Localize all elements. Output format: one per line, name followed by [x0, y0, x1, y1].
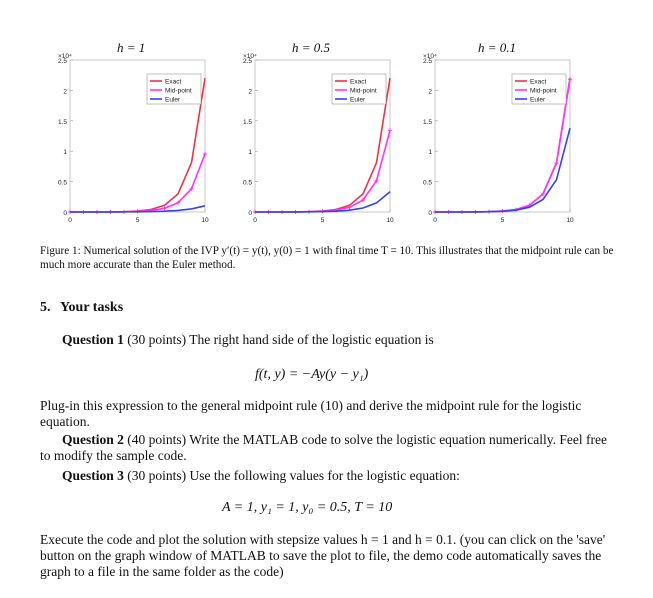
plot-h1: [0, 0, 653, 230]
x-tick-label: 10: [386, 217, 394, 224]
q1-equation: f(t, y) = −Ay(y − y₁): [255, 367, 369, 382]
legend-label: Euler: [350, 96, 366, 104]
x-tick-label: 0: [433, 217, 437, 224]
q1-points: (30 points): [127, 332, 187, 347]
q3-label: Question 3: [62, 468, 124, 483]
exponent-label: ×10⁴: [243, 53, 257, 60]
q3-intro: [62, 468, 622, 484]
caption-label: Figure 1:: [40, 245, 81, 257]
exponent-label: ×10⁴: [423, 53, 437, 60]
exponent-label: ×10⁴: [58, 53, 72, 60]
plot-title-1: h = 1: [117, 40, 146, 55]
plot-title-2: h = 0.5: [292, 40, 331, 55]
legend-label: Exact: [530, 78, 547, 86]
y-tick-label: 1: [428, 149, 432, 157]
legend-label: Euler: [530, 96, 546, 104]
y-tick-label: 0.5: [422, 179, 432, 187]
legend-label: Euler: [165, 96, 181, 104]
legend-label: Mid-point: [530, 87, 557, 95]
y-tick-label: 0.5: [57, 179, 67, 187]
y-tick-label: 2.5: [57, 58, 67, 65]
q1-intro: [62, 332, 622, 348]
x-tick-label: 5: [500, 217, 505, 224]
y-tick-label: 2: [63, 88, 67, 96]
plot-title-3: h = 0.1: [478, 40, 517, 55]
legend-label: Exact: [350, 78, 367, 86]
y-tick-label: 0: [248, 210, 252, 217]
y-tick-label: 0: [63, 210, 67, 217]
q2-label: Question 2: [62, 432, 124, 447]
q1-text: The right hand side of the logistic equation is: [189, 332, 434, 347]
y-tick-label: 0.5: [242, 179, 252, 187]
figure-plots: [0, 0, 653, 230]
q2-paragraph: [40, 432, 615, 464]
q1-follow: Plug-in this expression to the general midpoint rule (10) and derive the midpoint rule for the logistic equation.: [40, 398, 582, 429]
y-tick-label: 2: [248, 88, 252, 96]
section-title: Your tasks: [60, 300, 124, 315]
caption-text: Numerical solution of the IVP y′(t) = y(t), y(0) = 1 with final time T = 10. This illustrates that the midpoint rule can be much more accurate than the Euler method.: [40, 245, 614, 271]
q2-text: Write the MATLAB code to solve the logistic equation numerically. Feel free to modify the sample code.: [40, 432, 607, 463]
q1-label: Question 1: [62, 332, 124, 347]
y-tick-label: 2.5: [422, 58, 432, 65]
figure-caption: [40, 244, 615, 272]
q3-points: (30 points): [127, 468, 187, 483]
y-tick-label: 2.5: [242, 58, 252, 65]
q3-follow: Execute the code and plot the solution with stepsize values h = 1 and h = 0.1. (you can click on the 'save' button on the graph window of MATLAB to save the plot to file, the demo code automatically saves the graph to a file in the same folder as the code): [40, 532, 606, 579]
y-tick-label: 0: [428, 210, 432, 217]
y-tick-label: 1.5: [242, 118, 252, 126]
x-tick-label: 5: [320, 217, 325, 224]
y-tick-label: 1.5: [422, 118, 432, 126]
x-tick-label: 10: [201, 217, 209, 224]
x-tick-label: 10: [566, 217, 574, 224]
y-tick-label: 1.5: [57, 118, 67, 126]
legend-label: Exact: [165, 78, 182, 86]
legend-label: Mid-point: [350, 87, 377, 95]
section-number: 5.: [40, 300, 51, 315]
x-tick-label: 0: [253, 217, 257, 224]
x-tick-label: 0: [68, 217, 72, 224]
y-tick-label: 2: [428, 88, 432, 96]
section-heading: [40, 300, 123, 316]
y-tick-label: 1: [63, 149, 67, 157]
q3-text: Use the following values for the logistic equation:: [189, 468, 460, 483]
q3-equation: A = 1, y₁ = 1, y₀ = 0.5, T = 10: [222, 500, 393, 515]
y-tick-label: 1: [248, 149, 252, 157]
legend-label: Mid-point: [165, 87, 192, 95]
x-tick-label: 5: [135, 217, 140, 224]
q2-points: (40 points): [127, 432, 187, 447]
